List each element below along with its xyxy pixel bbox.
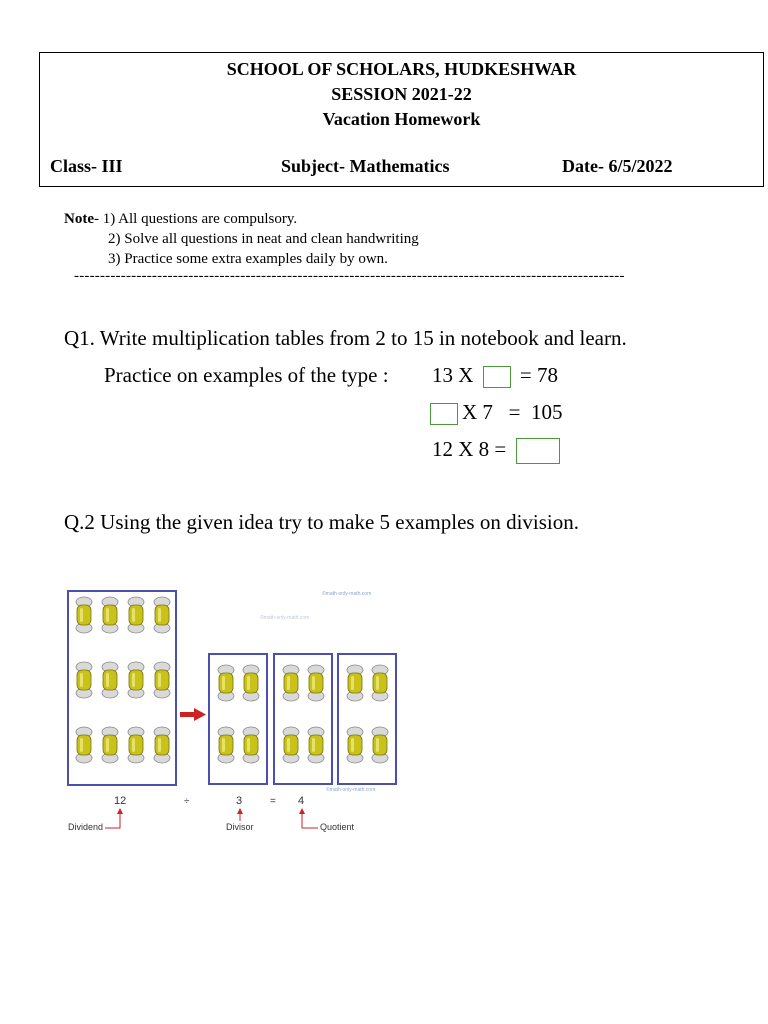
candy bbox=[76, 597, 92, 633]
homework-title: Vacation Homework bbox=[322, 109, 481, 129]
answer-box-3 bbox=[516, 438, 560, 464]
answer-box-2 bbox=[430, 403, 458, 425]
candy bbox=[218, 665, 234, 701]
arrowheads bbox=[117, 808, 305, 814]
candy bbox=[372, 665, 388, 701]
quotient-label: Quotient bbox=[320, 822, 355, 832]
dividend-label: Dividend bbox=[68, 822, 104, 832]
equation-1-right: = 78 bbox=[519, 363, 559, 387]
question-2: Q.2 Using the given idea try to make 5 examples on division. bbox=[64, 510, 579, 534]
equation-2-right: X 7 = 105 bbox=[462, 400, 563, 424]
equation-3-left: 12 X 8 = bbox=[432, 437, 507, 461]
candy bbox=[154, 662, 170, 698]
watermark-3: ©math-only-math.com bbox=[326, 787, 376, 793]
divisor-label: Divisor bbox=[226, 822, 254, 832]
label-arrows bbox=[105, 811, 318, 828]
divisor-value: 3 bbox=[236, 795, 243, 807]
candy bbox=[308, 727, 324, 763]
note-label: Note bbox=[64, 211, 94, 227]
division-illustration bbox=[64, 585, 404, 835]
question-1-practice: Practice on examples of the type : bbox=[104, 363, 389, 387]
watermark-1: ©math-only-math.com bbox=[322, 591, 372, 597]
candy bbox=[154, 727, 170, 763]
candy bbox=[283, 727, 299, 763]
notes bbox=[64, 209, 419, 269]
candy bbox=[102, 662, 118, 698]
divide-sign: ÷ bbox=[184, 796, 190, 807]
candy bbox=[76, 662, 92, 698]
candy bbox=[128, 597, 144, 633]
note-line-3: 3) Practice some extra examples daily by own. bbox=[108, 251, 388, 267]
watermark-2: ©math-only-math.com bbox=[260, 615, 310, 621]
note-text-1: - 1) All questions are compulsory. bbox=[94, 211, 298, 227]
group-box-3 bbox=[338, 654, 396, 784]
candy bbox=[154, 597, 170, 633]
equation-3 bbox=[432, 437, 564, 464]
candy bbox=[308, 665, 324, 701]
candy bbox=[283, 665, 299, 701]
candy bbox=[372, 727, 388, 763]
session: SESSION 2021-22 bbox=[331, 84, 472, 104]
header-box bbox=[39, 52, 764, 187]
candy bbox=[347, 665, 363, 701]
group-candies bbox=[218, 665, 388, 763]
division-diagram bbox=[64, 585, 404, 835]
subject-label: Subject- Mathematics bbox=[281, 156, 450, 176]
group-box-1 bbox=[209, 654, 267, 784]
candy bbox=[76, 727, 92, 763]
dividend-candies bbox=[76, 597, 170, 763]
candy bbox=[243, 665, 259, 701]
note-line-1 bbox=[64, 209, 419, 229]
question-1: Q1. Write multiplication tables from 2 to 15 in notebook and learn. bbox=[64, 326, 627, 350]
equation-1 bbox=[432, 363, 558, 388]
school-name: SCHOOL OF SCHOLARS, HUDKESHWAR bbox=[226, 59, 577, 79]
equation-2 bbox=[430, 400, 563, 425]
equation-1-left: 13 X bbox=[432, 363, 474, 387]
candy bbox=[218, 727, 234, 763]
candy bbox=[102, 727, 118, 763]
note-line-2: 2) Solve all questions in neat and clean handwriting bbox=[108, 231, 419, 247]
group-box-2 bbox=[274, 654, 332, 784]
equals-sign: = bbox=[270, 796, 276, 807]
candy bbox=[347, 727, 363, 763]
candy bbox=[243, 727, 259, 763]
dividend-value: 12 bbox=[114, 795, 127, 807]
candy bbox=[128, 727, 144, 763]
divider: ---------------------------------------------------------------------------------------------------------- bbox=[74, 268, 625, 284]
date-label: Date- 6/5/2022 bbox=[562, 156, 673, 176]
answer-box-1 bbox=[483, 366, 511, 388]
candy bbox=[102, 597, 118, 633]
quotient-value: 4 bbox=[298, 795, 305, 807]
candy bbox=[128, 662, 144, 698]
class-label: Class- III bbox=[50, 156, 123, 176]
red-arrow-icon bbox=[180, 708, 206, 721]
